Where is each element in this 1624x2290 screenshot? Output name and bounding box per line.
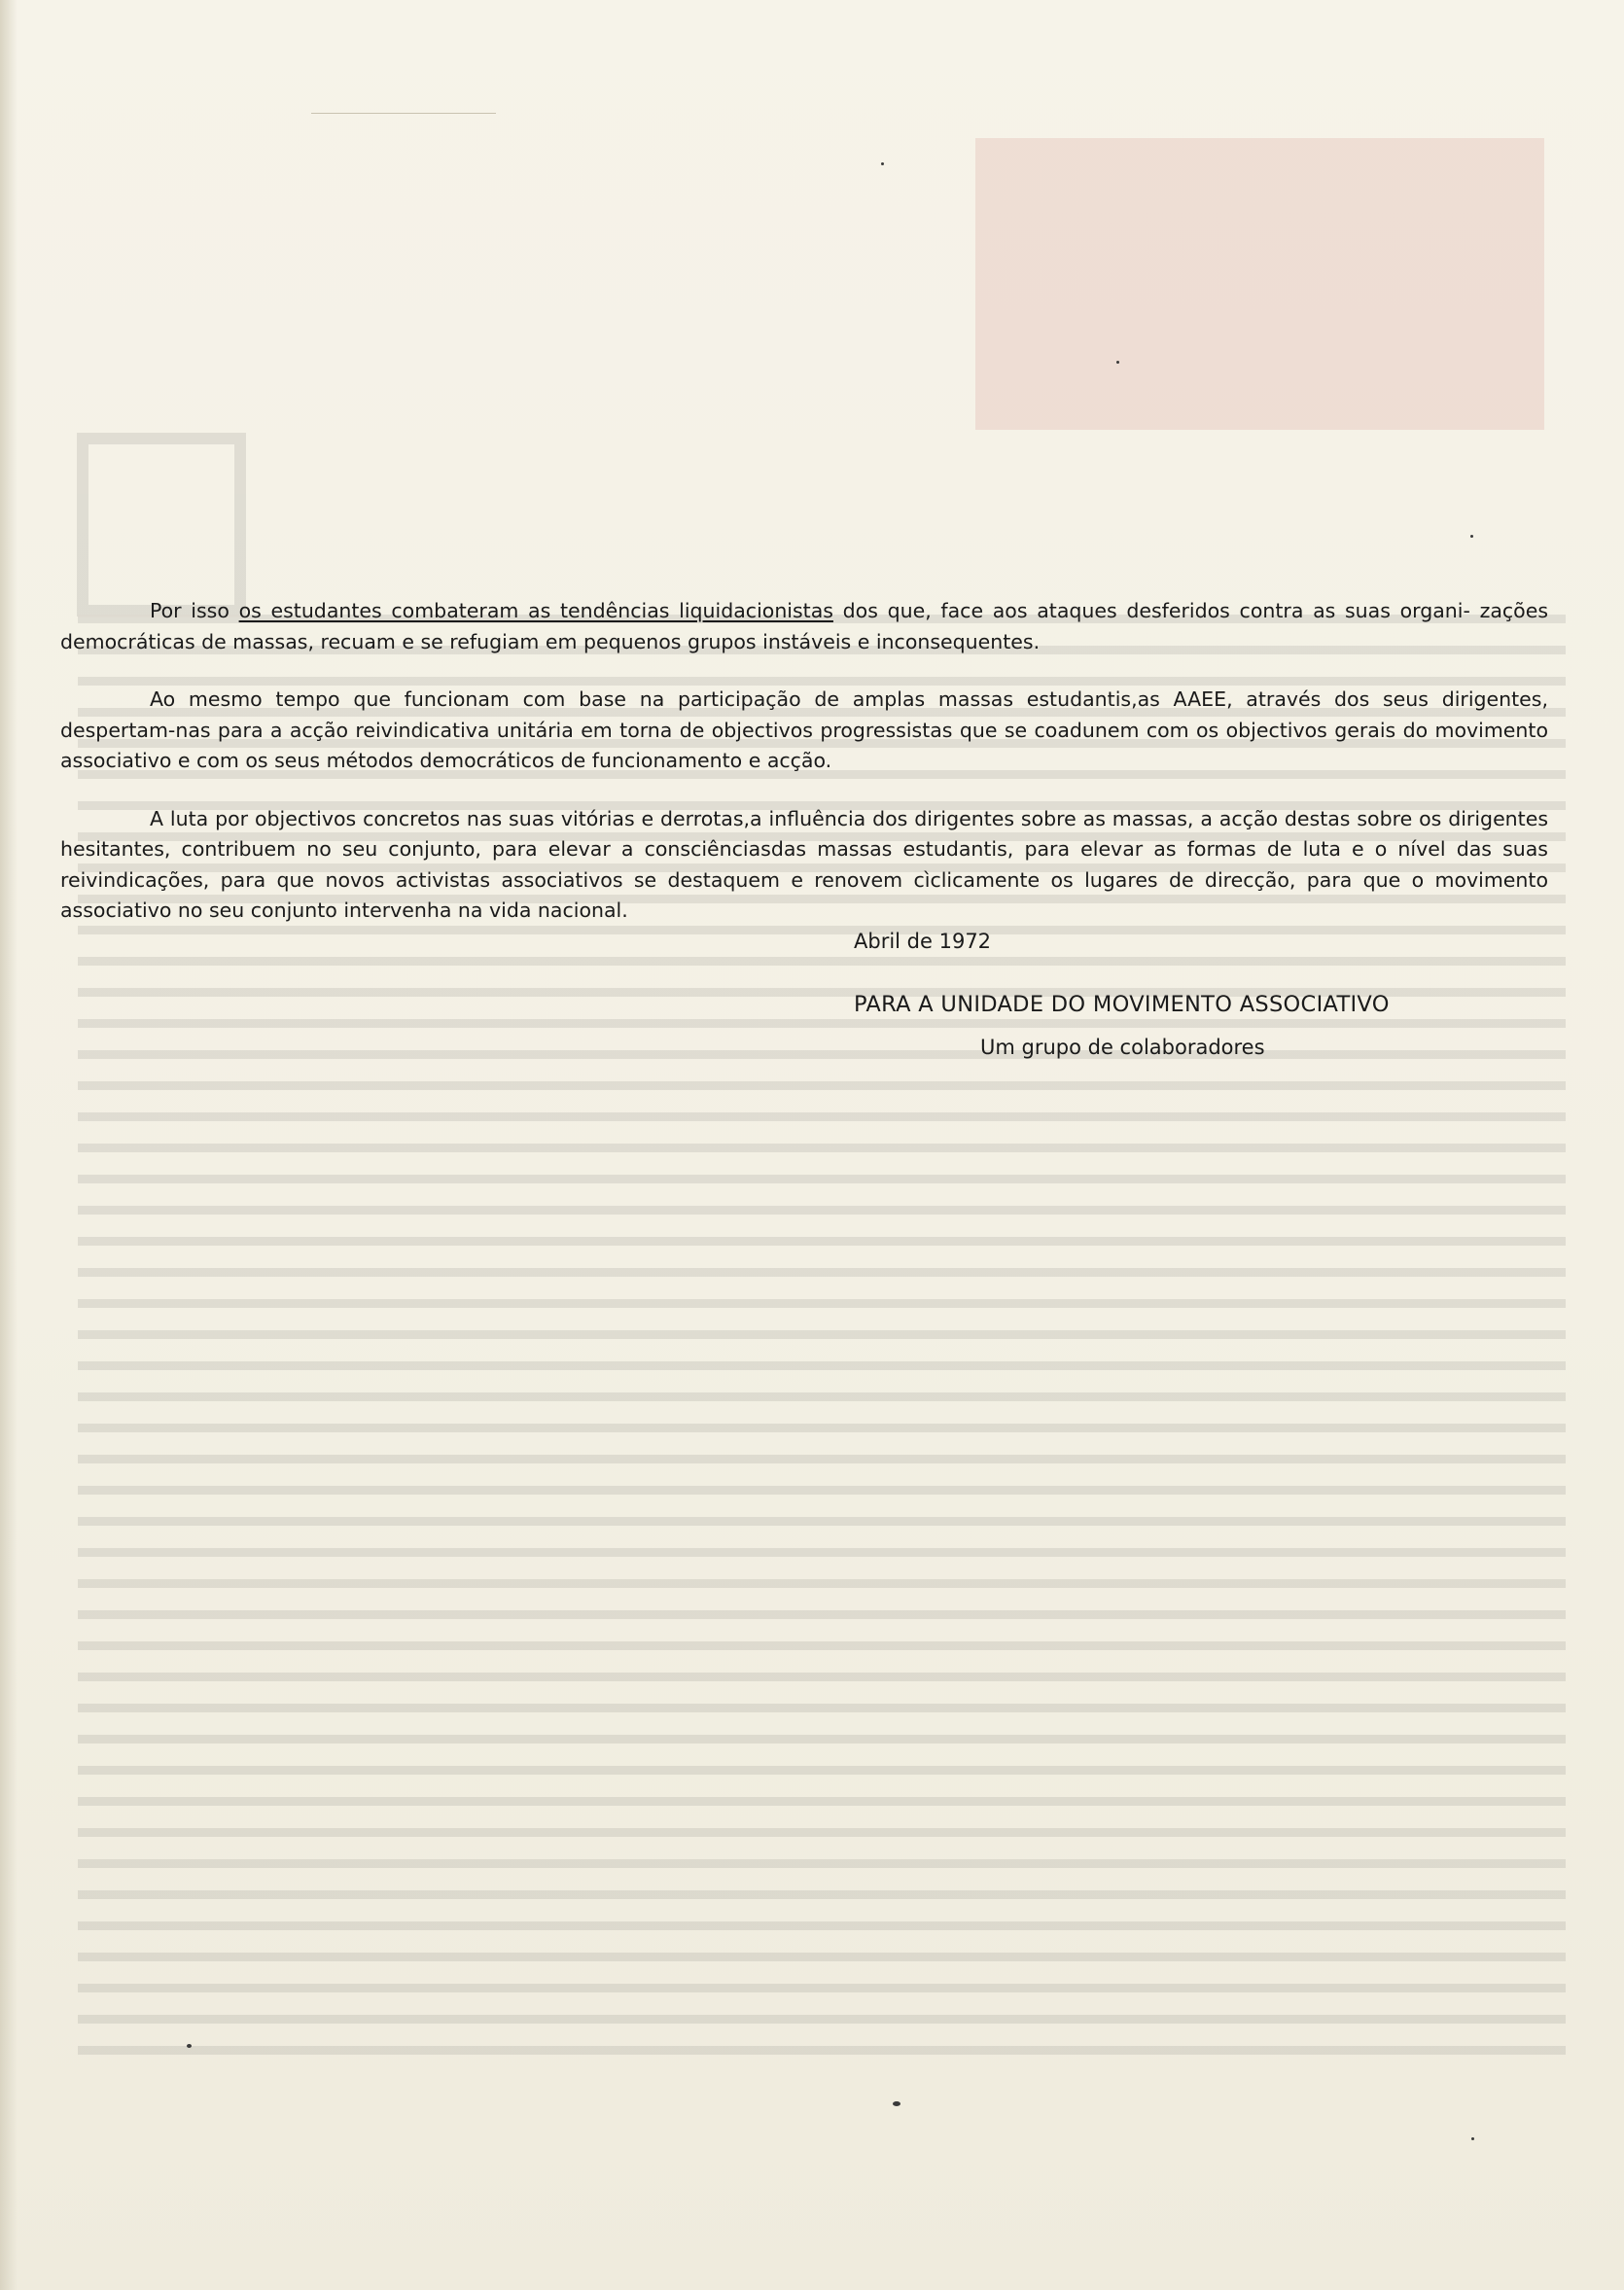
- ink-speck: [881, 162, 884, 165]
- ink-speck: [1471, 2137, 1474, 2140]
- ink-speck: [187, 2044, 192, 2048]
- signature-title: PARA A UNIDADE DO MOVIMENTO ASSOCIATIVO: [854, 992, 1390, 1017]
- body-text: [60, 596, 1548, 954]
- bleed-through-number-box: [77, 433, 246, 617]
- bleed-through-photo: [975, 138, 1544, 430]
- ink-speck: [893, 2101, 900, 2106]
- paragraph-3-text: A luta por objectivos concretos nas suas vitórias e derrotas,a influência dos dirigentes sobre as massas, a acção destas sobre os dirigentes hesitantes, contribuem no seu conjunto, para elevar a consciênciasdas massas estudantis, para elevar as formas de luta e o nível das suas reivindicações, para que novos activistas associativos se destaquem e renovem cìclicamente os lugares de direcção, para que o movimento associativo no seu conjunto intervenha na vida nacional.: [60, 806, 1548, 922]
- paragraph-1-lead: Por isso: [150, 599, 239, 622]
- paragraph-1-rest: dos que, face aos ataques desferidos contra as suas organi- zações democráticas de massas, recuam e se refugiam em pequenos grupos instáveis e inconsequentes.: [60, 599, 1548, 653]
- signature-subtitle: Um grupo de colaboradores: [980, 1036, 1265, 1059]
- paragraph-1: [60, 596, 1548, 657]
- paper-edge-shadow: [0, 0, 18, 2290]
- paragraph-2: [60, 685, 1548, 777]
- paragraph-3: [60, 804, 1548, 927]
- faint-rule: [311, 113, 496, 114]
- document-date: Abril de 1972: [854, 930, 992, 953]
- paragraph-1-underlined: os estudantes combateram as tendências liquidacionistas: [238, 599, 833, 622]
- ink-speck: [1116, 361, 1119, 364]
- ink-speck: [1470, 535, 1473, 538]
- paragraph-2-text: Ao mesmo tempo que funcionam com base na participação de amplas massas estudantis,as AAEE, através dos seus dirigentes, despertam-nas para a acção reivindicativa unitária em torna de objectivos progressistas que se coadunem com os objectivos gerais do movimento associativo e com os seus métodos democráticos de funcionamento e acção.: [60, 687, 1548, 772]
